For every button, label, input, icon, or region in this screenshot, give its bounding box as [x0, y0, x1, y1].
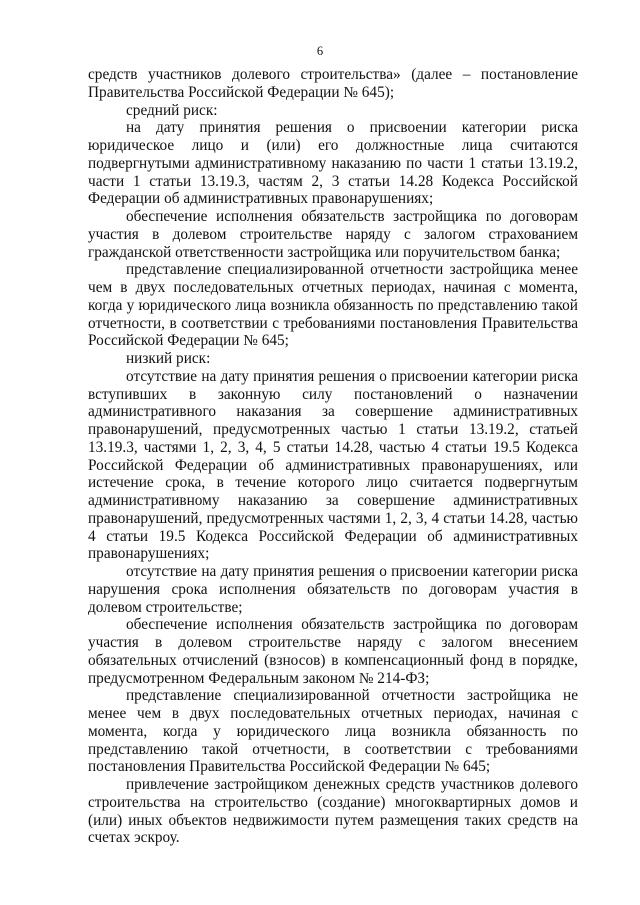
paragraph: на дату принятия решения о присвоении категории риска юридическое лицо и (или) его должностные лица считаются подвергнутыми административному наказанию по части 1 статьи 13.19.2, части 1 статьи 13.19.3, частям 2, 3 статьи 14.28 Кодекса Российской Федерации об административных правонарушениях;	[88, 119, 578, 208]
paragraph: привлечение застройщиком денежных средств участников долевого строительства на строительство (создание) многоквартирных домов и (или) иных объектов недвижимости путем размещения таких средств на счетах эскроу.	[88, 776, 578, 847]
paragraph-continuation: средств участников долевого строительства» (далее – постановление Правительства Российской Федерации № 645);	[88, 66, 578, 101]
page-number: 6	[316, 44, 324, 58]
paragraph-low-risk-heading: низкий риск:	[126, 350, 211, 367]
body-text	[88, 66, 578, 847]
paragraph-medium-risk-heading: средний риск:	[126, 101, 218, 119]
paragraph: представление специализированной отчетности застройщика менее чем в двух последовательных отчетных периодах, начиная с момента, когда у юридического лица возникла обязанность по представлению такой отчетности, в соответствии с требованиями постановления Правительства Российской Федерации № 645;	[88, 261, 578, 350]
paragraph: обеспечение исполнения обязательств застройщика по договорам участия в долевом строительстве наряду с залогом внесением обязательных отчислений (взносов) в компенсационный фонд в порядке, предусмотренном Федеральным законом № 214-ФЗ;	[88, 616, 578, 687]
paragraph: отсутствие на дату принятия решения о присвоении категории риска нарушения срока исполнения обязательств по договорам участия в долевом строительстве;	[88, 563, 578, 616]
paragraph: представление специализированной отчетности застройщика не менее чем в двух последовательных отчетных периодах, начиная с момента, когда у юридического лица возникла обязанность по представлению такой отчетности, в соответствии с требованиями постановления Правительства Российской Федерации № 645;	[88, 687, 578, 776]
paragraph: отсутствие на дату принятия решения о присвоении категории риска вступивших в законную силу постановлений о назначении административного наказания за совершение административных правонарушений, предусмотренных частью 1 статьи 13.19.2, статьей 13.19.3, частями 1, 2, 3, 4, 5 статьи 14.28, частью 4 статьи 19.5 Кодекса Российской Федерации об административных правонарушениях, или истечение срока, в течение которого лицо считается подвергнутым административному наказанию за совершение административных правонарушений, предусмотренных частями 1, 2, 3, 4 статьи 14.28, частью 4 статьи 19.5 Кодекса Российской Федерации об административных правонарушениях;	[88, 367, 578, 563]
paragraph: обеспечение исполнения обязательств застройщика по договорам участия в долевом строительстве наряду с залогом страхованием гражданской ответственности застройщика или поручительством банка;	[88, 208, 578, 261]
